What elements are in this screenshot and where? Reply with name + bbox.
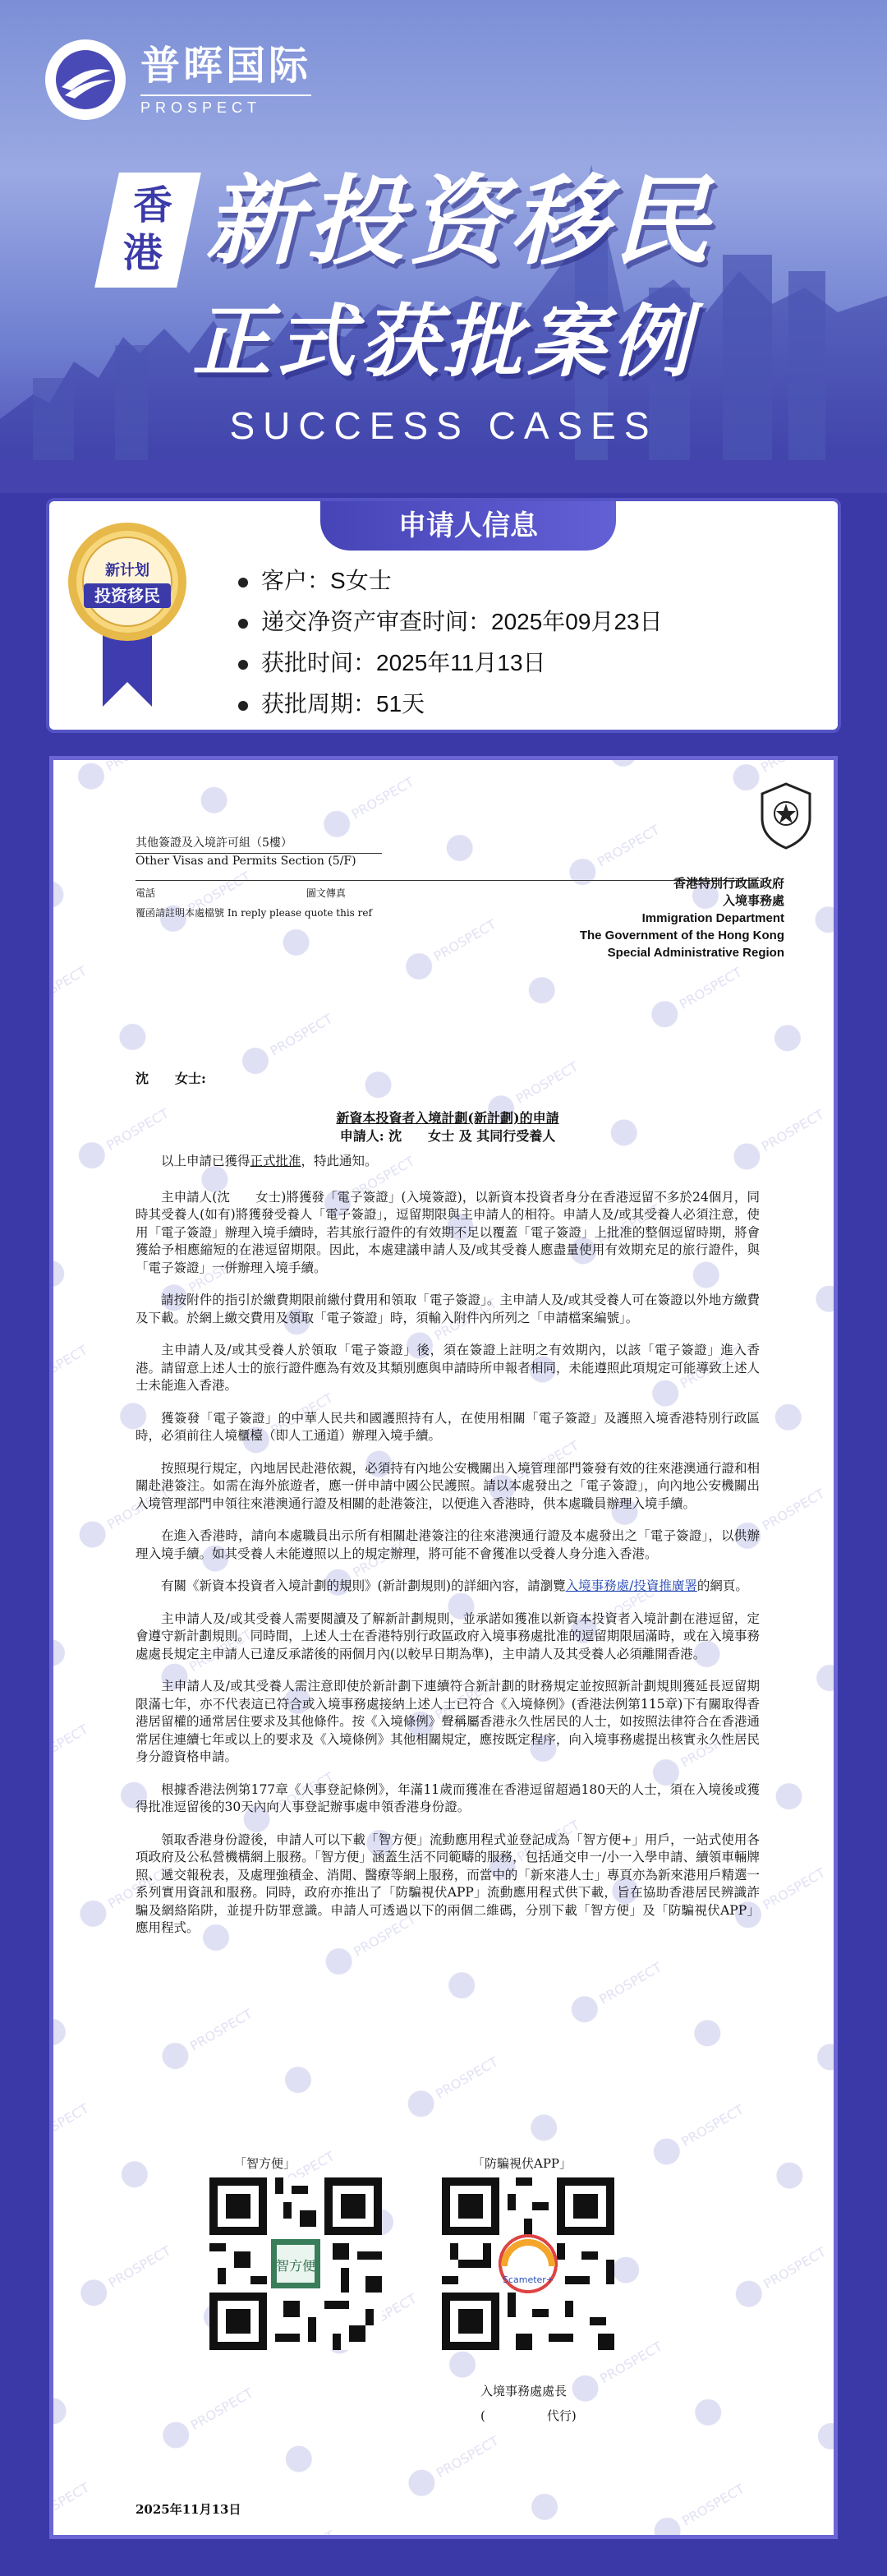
info-label: 客户： xyxy=(261,568,331,593)
dept-line: Special Administrative Region xyxy=(607,946,784,960)
section-header xyxy=(136,836,382,869)
paragraph: 在進入香港時，請向本處職員出示所有相關赴港簽注的往來港澳通行證及本處發出之「電子簽證」，以供辦理入境手續。如其受養人未能遵照以上的規定辦理，將可能不會獲准以受養人身分進入香港。 xyxy=(136,1528,760,1561)
info-value: 51天 xyxy=(376,691,425,717)
fax-label: 圖文傳真 xyxy=(306,887,346,899)
letter-subject xyxy=(136,1109,760,1145)
paragraph: 領取香港身份證後，申請人可以下載「智方便」流動應用程式並登記成為「智方便+」用戶，一站式使用各項政府及公私營機構網上服務。「智方便」涵蓋生活不同範疇的服務，包括通交申一/小一入學申請、續領車輛牌照、遞交報稅表，及處理強積金、消閒、醫療等網上服務，而當中的「新來港人士」專頁亦為新來港用戶精選一系列實用資訊和服務。同時，政府亦推出了「防騙視伏APP」流動應用程式供下載，旨在協助香港居民辨識詐騙及網絡陷阱，並提升防罪意識。申請人可透過以下的兩個二維碼，分別下載「智方便」及「防騙視伏APP」應用程式。 xyxy=(136,1832,760,1935)
paragraph: 主申請人及/或其受養人需要閱讀及了解新計劃規則，並承諾如獲准以新資本投資者入境計劃在港逗留，定會遵守新計劃規則。同時間，上述人士在香港特別行政區政府入境事務處批准的逗留期限屆滿時，或在入境事務處處長規定主申請人已違反承諾後的兩個月內(以較早日期為準)，主申請人及其受養人必須離開香港。 xyxy=(136,1611,760,1661)
approval-letter xyxy=(49,756,838,2539)
brand-logo xyxy=(45,39,311,120)
signature-title: 入境事務處處長 xyxy=(480,2384,568,2399)
paragraph: 主申請人及/或其受養人於領取「電子簽證」後，須在簽證上註明之有效期內，以該「電子簽證」進入香港。請留意上述人士的旅行證件應為有效及其類別應與申請時所申報者相同，未能遵照此項規定可能導致上述人士未能進入香港。 xyxy=(136,1343,760,1393)
info-value: S女士 xyxy=(330,568,392,593)
info-row-approval xyxy=(238,643,663,684)
ref-label: 覆函請註明本處檔號 In reply please quote this ref xyxy=(136,907,372,919)
paragraph: 根據香港法例第177章《人事登記條例》，年滿11歲而獲准在香港逗留超過180天的人士，須在入境後或獲得批准逗留後的30天內向人事登記辦事處申領香港身份證。 xyxy=(136,1781,760,1814)
medal-badge-icon xyxy=(66,518,189,715)
qr1-label: 「智方便」 xyxy=(234,2156,296,2171)
medal-line-2: 投资移民 xyxy=(94,586,160,606)
dept-line: The Government of the Hong Kong xyxy=(579,929,784,942)
paragraph: 主申請人(沈 女士)將獲發「電子簽證」(入境簽證)，以新資本投資者身分在香港逗留不多於24個月，同時其受養人(如有)將獲發受養人「電子簽證」，逗留期限與主申請人的相符。申請人及/或其受養人必須注意，使用「電子簽證」辦理入境手續時，若其旅行證件的有效期不足以覆蓋「電子簽證」上批准的整個逗留時期，將會獲給予相應縮短的在港逗留期限。因此，本處建議申請人及/或其受養人應盡量使用有效期充足的旅行證件，與「電子簽證」一併辦理入境手續。 xyxy=(136,1189,760,1275)
salutation: 沈 女士: xyxy=(136,1071,206,1086)
info-row-submission xyxy=(238,601,663,643)
badge-char-1: 香 xyxy=(133,184,173,228)
dept-line: 香港特別行政區政府 xyxy=(673,877,784,891)
department-header xyxy=(580,875,784,961)
medal-line-1: 新计划 xyxy=(105,562,149,579)
info-label: 递交净资产审查时间： xyxy=(261,609,492,634)
scameter-qr-code[interactable] xyxy=(442,2177,614,2350)
hero-title-en: SUCCESS CASES xyxy=(229,404,658,447)
brand-name-cn: 普晖国际 xyxy=(140,44,312,88)
qr2-label: 「防騙視伏APP」 xyxy=(472,2156,572,2171)
bullet-icon xyxy=(238,701,248,711)
hero-banner xyxy=(0,0,887,493)
hero-title-sub: 正式获批案例 xyxy=(192,298,695,386)
contact-line xyxy=(136,883,372,923)
info-value: 2025年09月23日 xyxy=(491,609,663,634)
paragraph: 請按附件的指引於繳費期限前繳付費用和領取「電子簽證」。主申請人及/或其受養人可在簽證以外地方繳費及下載。於網上繳交費用及領取「電子簽證」時，須輸入附件內所列之「申請檔案編號」。 xyxy=(136,1293,760,1325)
info-row-client xyxy=(238,560,663,601)
badge-char-2: 港 xyxy=(122,232,163,275)
info-row-period xyxy=(238,684,663,725)
qr2-caption: Scameter+ xyxy=(502,2274,554,2285)
paragraph: 按照現行規定，內地居民赴港依親，必須持有內地公安機關出入境管理部門簽發有效的往來港澳通行證和相關赴港簽注。如需在海外旅遊者，應一併申請中國公民護照。請以本處發出之「電子簽證」，向內地公安機關出入境管理部門申領往來港澳通行證及相關的赴港簽注，以便進入香港時，供本處職員辦理入境手續。 xyxy=(136,1460,760,1511)
immigration-crest-icon xyxy=(756,781,816,851)
section-name-en: Other Visas and Permits Section (5/F) xyxy=(136,855,356,868)
qr1-caption: 智方便 xyxy=(275,2258,316,2274)
tel-label: 電話 xyxy=(136,887,156,899)
paragraph: 獲簽發「電子簽證」的中華人民共和國護照持有人，在使用相關「電子簽證」及護照入境香港特別行政區時，必須前往人境櫃檯（即人工通道）辦理入境手續。 xyxy=(136,1410,760,1443)
info-label: 获批时间： xyxy=(261,650,377,675)
info-label: 获批周期： xyxy=(261,691,377,717)
paragraph: 有關《新資本投資者入境計劃的規則》(新計劃規則)的詳細內容，請瀏覽入境事務處/投資推廣署的網頁。 xyxy=(161,1578,748,1593)
qr-code-area xyxy=(136,2154,760,2343)
subject-line-1: 新資本投資者入境計劃(新計劃)的申請 xyxy=(336,1110,559,1126)
approval-text: 正式批准 xyxy=(250,1154,301,1168)
bullet-icon xyxy=(238,619,248,629)
info-value: 2025年11月13日 xyxy=(376,650,546,675)
subject-line-2: 申請人: 沈 女士 及 其同行受養人 xyxy=(339,1128,556,1144)
immd-link[interactable]: 入境事務處/投資推廣署 xyxy=(565,1578,697,1593)
dept-line: Immigration Department xyxy=(641,911,784,925)
paragraph: 主申請人及/或其受養人需注意即使於新計劃下連續符合新計劃的財務規定並按照新計劃規則獲延長逗留期限滿七年，亦不代表這已符合或入境事務處接納上述人士已符合《入境條例》(香港法例第115章)下有關取得香港居留權的通常居住要求及其他條件。按《入境條例》聲稱屬香港永久性居民的人士，如按照法律符合在香港通常居住連續七年或以上的要求及《入境條例》其他相關規定，應按既定程序，向入境事務處提出核實永久性居民身分證資格申請。 xyxy=(136,1679,760,1764)
applicant-info-title: 申请人信息 xyxy=(320,501,616,551)
iam-smart-qr-code[interactable] xyxy=(209,2177,382,2350)
brand-name-en: PROSPECT xyxy=(140,94,311,117)
letter-date: 2025年11月13日 xyxy=(136,2502,241,2517)
paragraph: 以上申請已獲得正式批准，特此通知。 xyxy=(161,1154,378,1168)
applicant-info-card xyxy=(49,501,838,730)
prospect-logo-icon xyxy=(45,39,126,120)
applicant-info-list xyxy=(238,560,663,725)
bullet-icon xyxy=(238,660,248,670)
signature-sub: ( 代行) xyxy=(480,2408,577,2423)
signature-block xyxy=(480,2379,577,2428)
bullet-icon xyxy=(238,578,248,588)
section-name-cn: 其他簽證及入境許可組（5樓） xyxy=(136,836,292,850)
hero-title-main: 新投资移民 xyxy=(205,168,715,276)
dept-line: 入境事務處 xyxy=(722,894,784,908)
letter-body xyxy=(136,1153,760,1952)
